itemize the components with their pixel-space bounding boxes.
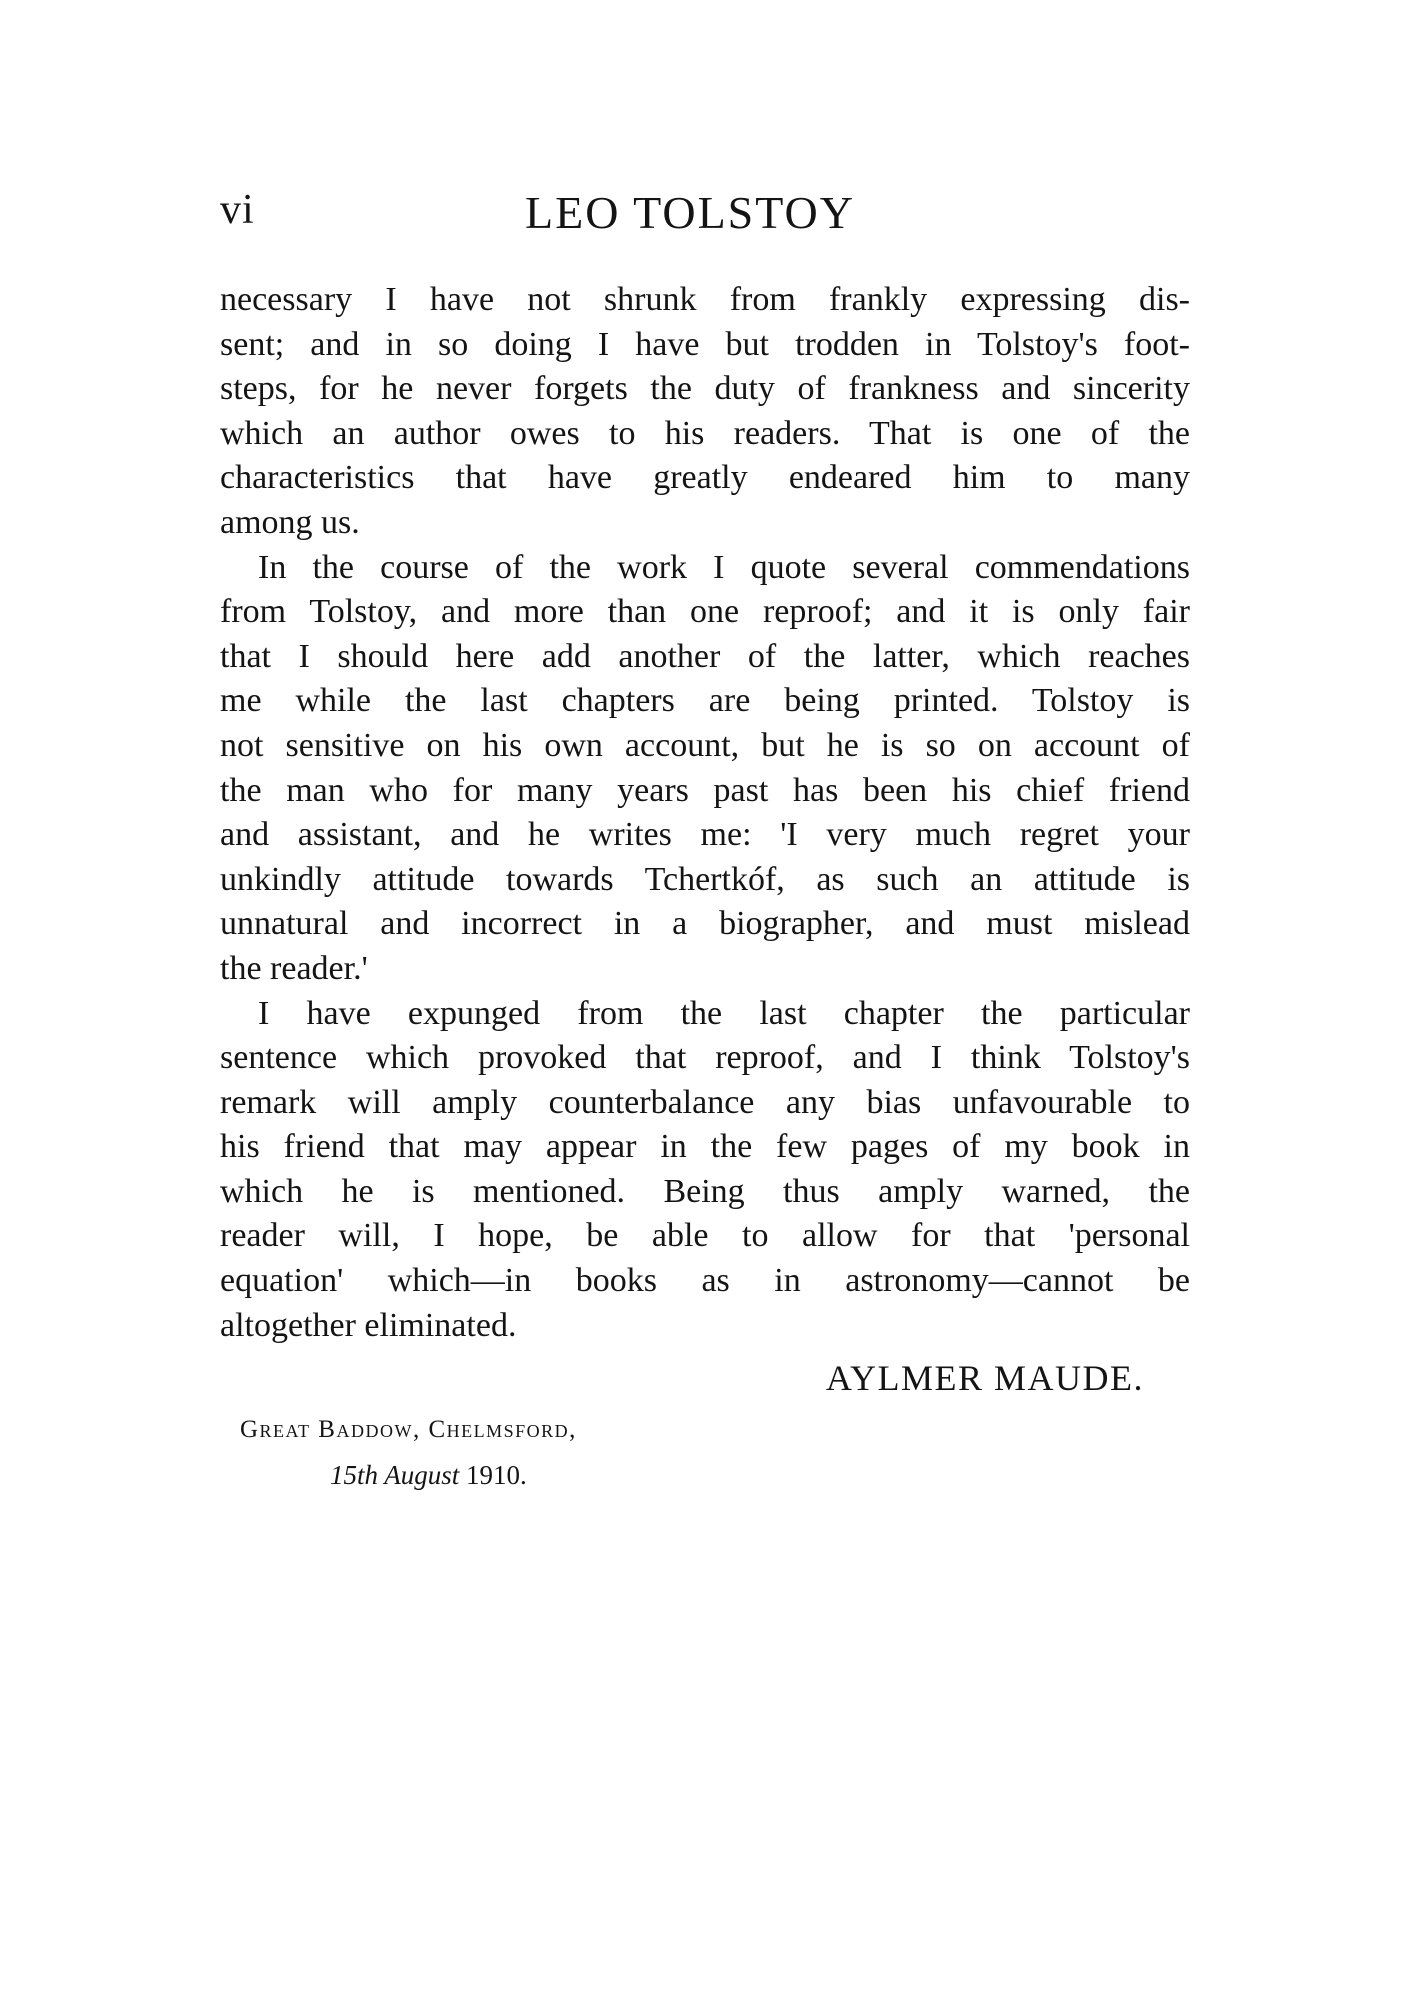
text-line: that I should here add another of the latter, which reaches — [220, 637, 1190, 675]
text-line: which an author owes to his readers. That is one of the — [220, 414, 1190, 452]
dateline-place: Great Baddow, Chelmsford, — [240, 1416, 577, 1443]
dateline-date — [330, 1460, 527, 1491]
text-line: me while the last chapters are being printed. Tolstoy is — [220, 682, 1190, 720]
running-title: LEO TOLSTOY — [525, 187, 855, 238]
running-head — [220, 186, 1190, 246]
text-line: not sensitive on his own account, but he is so on account of — [220, 726, 1190, 764]
text-line: reader will, I hope, be able to allow for that 'personal — [220, 1217, 1190, 1255]
dateline-day: 15th August — [330, 1460, 460, 1490]
text-line: from Tolstoy, and more than one reproof; and it is only fair — [220, 593, 1190, 631]
text-line: unnatural and incorrect in a biographer, and must mislead — [220, 905, 1190, 943]
text-line: and assistant, and he writes me: 'I very much regret your — [220, 816, 1190, 854]
body-text — [220, 278, 1190, 1348]
text-line: sent; and in so doing I have but trodden in Tolstoy's foot- — [220, 325, 1190, 363]
page-number: vi — [220, 187, 255, 233]
author-signature: AYLMER MAUDE. — [825, 1358, 1144, 1398]
text-line: characteristics that have greatly endeared him to many — [220, 459, 1190, 497]
text-line: the reader.' — [220, 949, 368, 987]
text-line: remark will amply counterbalance any bias unfavourable to — [220, 1083, 1190, 1121]
text-line: necessary I have not shrunk from frankly expressing dis- — [220, 281, 1190, 318]
dateline-year: 1910. — [466, 1460, 527, 1490]
text-line: the man who for many years past has been his chief friend — [220, 771, 1190, 809]
text-line: equation' which—in books as in astronomy—cannot be — [220, 1262, 1190, 1300]
text-line: sentence which provoked that reproof, and I think Tolstoy's — [220, 1039, 1190, 1077]
text-line: steps, for he never forgets the duty of frankness and sincerity — [220, 370, 1190, 408]
text-line: I have expunged from the last chapter the particular — [258, 994, 1190, 1032]
text-line: among us. — [220, 503, 360, 541]
text-line: which he is mentioned. Being thus amply warned, the — [220, 1172, 1190, 1210]
text-line: his friend that may appear in the few pages of my book in — [220, 1128, 1190, 1166]
text-line: unkindly attitude towards Tchertkóf, as such an attitude is — [220, 860, 1190, 898]
text-line: altogether eliminated. — [220, 1306, 517, 1344]
text-line: In the course of the work I quote several commendations — [258, 548, 1190, 586]
